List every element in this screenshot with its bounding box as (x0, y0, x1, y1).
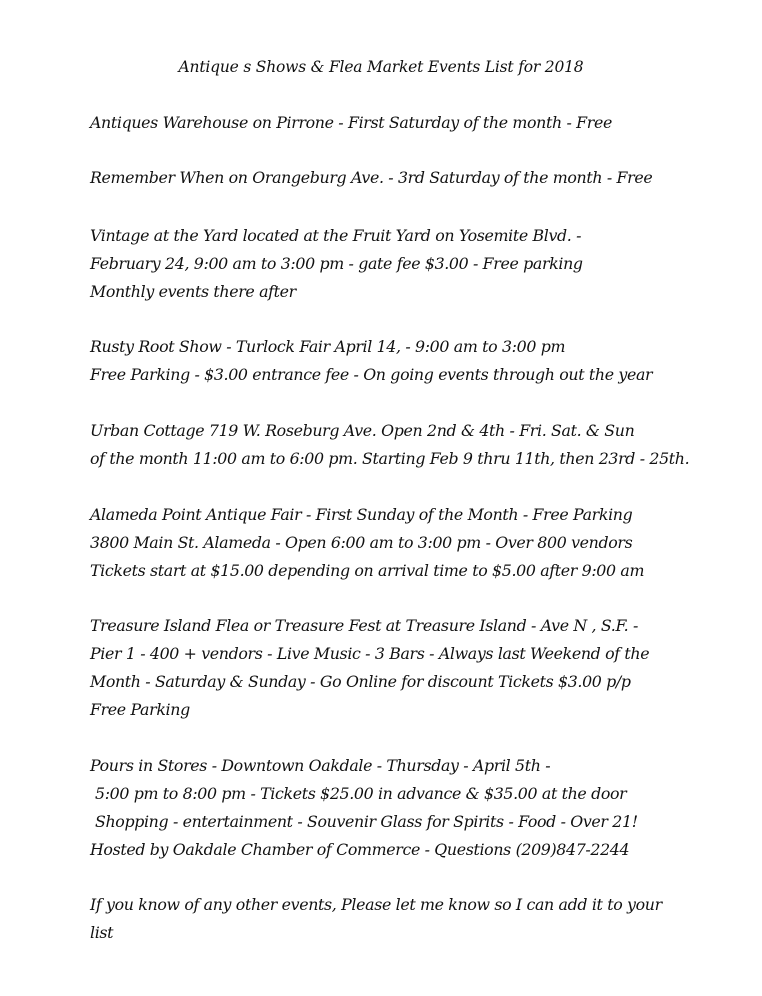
entry-rusty-root-line-1: Rusty Root Show - Turlock Fair April 14, - 9:00 am to 3:00 pm (90, 337, 566, 356)
closing-note-line-2: list (90, 923, 114, 942)
entry-pours-line-4: Hosted by Oakdale Chamber of Commerce - Questions (209)847-2244 (90, 840, 630, 859)
entry-treasure-island-line-4: Free Parking (90, 700, 190, 719)
entry-vintage-yard-line-3: Monthly events there after (90, 282, 296, 301)
entry-treasure-island-line-3: Month - Saturday & Sunday - Go Online for discount Tickets $3.00 p/p (90, 672, 631, 691)
entry-treasure-island-line-1: Treasure Island Flea or Treasure Fest at Treasure Island - Ave N , S.F. - (90, 616, 638, 635)
document-title: Antique s Shows & Flea Market Events List for 2018 (178, 58, 584, 76)
entry-alameda-line-2: 3800 Main St. Alameda - Open 6:00 am to 3:00 pm - Over 800 vendors (90, 533, 633, 552)
entry-alameda-line-1: Alameda Point Antique Fair - First Sunday of the Month - Free Parking (90, 505, 633, 524)
entry-remember-when-line-1: Remember When on Orangeburg Ave. - 3rd Saturday of the month - Free (90, 168, 653, 187)
entry-treasure-island-line-2: Pier 1 - 400 + vendors - Live Music - 3 Bars - Always last Weekend of the (90, 644, 650, 663)
entry-pours-line-2: 5:00 pm to 8:00 pm - Tickets $25.00 in advance & $35.00 at the door (95, 784, 627, 803)
entry-pours-line-1: Pours in Stores - Downtown Oakdale - Thursday - April 5th - (90, 756, 551, 775)
entry-antiques-warehouse-line-1: Antiques Warehouse on Pirrone - First Saturday of the month - Free (90, 113, 612, 132)
entry-pours-line-3: Shopping - entertainment - Souvenir Glass for Spirits - Food - Over 21! (95, 812, 638, 831)
entry-urban-cottage-line-1: Urban Cottage 719 W. Roseburg Ave. Open 2nd & 4th - Fri. Sat. & Sun (90, 421, 635, 440)
entry-alameda-line-3: Tickets start at $15.00 depending on arrival time to $5.00 after 9:00 am (90, 561, 645, 580)
entry-urban-cottage-line-2: of the month 11:00 am to 6:00 pm. Starting Feb 9 thru 11th, then 23rd - 25th. (90, 449, 690, 468)
entry-vintage-yard-line-2: February 24, 9:00 am to 3:00 pm - gate fee $3.00 - Free parking (90, 254, 583, 273)
entry-vintage-yard-line-1: Vintage at the Yard located at the Fruit Yard on Yosemite Blvd. - (90, 226, 582, 245)
closing-note-line-1: If you know of any other events, Please let me know so I can add it to your (90, 895, 662, 914)
entry-rusty-root-line-2: Free Parking - $3.00 entrance fee - On going events through out the year (90, 365, 653, 384)
